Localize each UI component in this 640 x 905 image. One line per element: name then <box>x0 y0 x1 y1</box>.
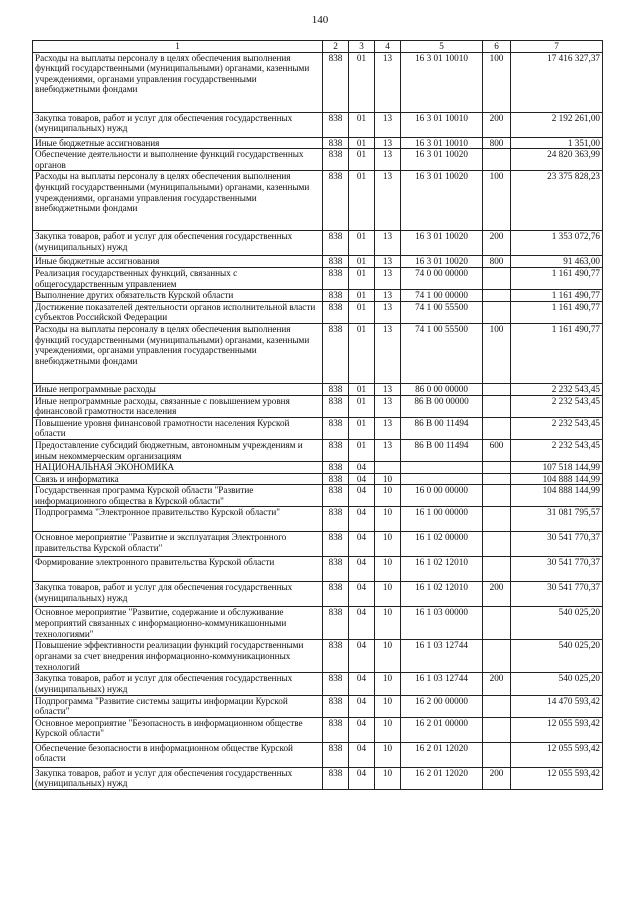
cell-amount: 30 541 770,37 <box>511 557 603 582</box>
row-name: Расходы на выплаты персоналу в целях обеспечения выполнения функций государственными (муниципальными) органами, казенными учреждениями, органами управления государственными внебюджетными фондами <box>33 323 323 383</box>
cell-grbs: 838 <box>323 112 349 137</box>
cell-expense-type: 200 <box>483 231 511 256</box>
table-row <box>33 395 603 417</box>
cell-target-article: 16 3 01 10010 <box>401 112 483 137</box>
cell-expense-type: 100 <box>483 52 511 112</box>
cell-amount: 30 541 770,37 <box>511 532 603 557</box>
cell-section: 04 <box>349 742 375 767</box>
table-row <box>33 717 603 742</box>
cell-amount: 1 161 490,77 <box>511 267 603 289</box>
cell-expense-type: 200 <box>483 767 511 789</box>
cell-amount: 2 232 543,45 <box>511 417 603 439</box>
cell-subsection: 10 <box>375 607 401 640</box>
row-name: Закупка товаров, работ и услуг для обеспечения государственных (муниципальных) нужд <box>33 582 323 607</box>
cell-target-article: 16 3 01 10010 <box>401 52 483 112</box>
cell-grbs: 838 <box>323 607 349 640</box>
cell-expense-type <box>483 695 511 717</box>
cell-section: 01 <box>349 231 375 256</box>
cell-amount: 104 888 144,99 <box>511 473 603 485</box>
cell-amount: 2 232 543,45 <box>511 439 603 461</box>
cell-grbs: 838 <box>323 290 349 302</box>
cell-amount: 107 518 144,99 <box>511 462 603 474</box>
cell-section: 04 <box>349 767 375 789</box>
cell-subsection: 10 <box>375 473 401 485</box>
table-row <box>33 52 603 112</box>
cell-subsection: 10 <box>375 717 401 742</box>
cell-target-article: 74 0 00 00000 <box>401 267 483 289</box>
table-row <box>33 532 603 557</box>
table-row <box>33 137 603 149</box>
cell-subsection: 10 <box>375 695 401 717</box>
cell-subsection: 10 <box>375 582 401 607</box>
cell-amount: 2 232 543,45 <box>511 395 603 417</box>
cell-target-article: 16 2 00 00000 <box>401 695 483 717</box>
table-row <box>33 557 603 582</box>
cell-grbs: 838 <box>323 532 349 557</box>
row-name: Расходы на выплаты персоналу в целях обеспечения выполнения функций государственными (муниципальными) органами, казенными учреждениями, органами управления государственными внебюджетными фондами <box>33 171 323 231</box>
cell-subsection: 13 <box>375 231 401 256</box>
row-name: Основное мероприятие "Безопасность в информационном обществе Курской области" <box>33 717 323 742</box>
cell-amount: 12 055 593,42 <box>511 717 603 742</box>
cell-expense-type: 200 <box>483 673 511 695</box>
cell-amount: 30 541 770,37 <box>511 582 603 607</box>
cell-amount: 2 192 261,00 <box>511 112 603 137</box>
cell-section: 01 <box>349 323 375 383</box>
cell-target-article: 16 1 03 12744 <box>401 673 483 695</box>
cell-section: 01 <box>349 267 375 289</box>
column-header: 7 <box>511 41 603 53</box>
cell-section: 04 <box>349 582 375 607</box>
row-name: Иные бюджетные ассигнования <box>33 137 323 149</box>
row-name: Предоставление субсидий бюджетным, автономным учреждениям и иным некоммерческим организациям <box>33 439 323 461</box>
cell-subsection: 10 <box>375 557 401 582</box>
cell-section: 04 <box>349 507 375 532</box>
cell-subsection: 13 <box>375 301 401 323</box>
cell-section: 01 <box>349 290 375 302</box>
row-name: Закупка товаров, работ и услуг для обеспечения государственных (муниципальных) нужд <box>33 112 323 137</box>
cell-grbs: 838 <box>323 473 349 485</box>
cell-expense-type <box>483 383 511 395</box>
table-row <box>33 290 603 302</box>
cell-grbs: 838 <box>323 439 349 461</box>
table-row <box>33 267 603 289</box>
cell-target-article: 16 3 01 10010 <box>401 137 483 149</box>
cell-grbs: 838 <box>323 717 349 742</box>
row-name: Закупка товаров, работ и услуг для обеспечения государственных (муниципальных) нужд <box>33 767 323 789</box>
row-name: Подпрограмма "Электронное правительство Курской области" <box>33 507 323 532</box>
table-row <box>33 149 603 171</box>
table-row <box>33 742 603 767</box>
cell-amount: 1 161 490,77 <box>511 301 603 323</box>
table-row <box>33 582 603 607</box>
cell-section: 04 <box>349 717 375 742</box>
cell-grbs: 838 <box>323 149 349 171</box>
cell-section: 04 <box>349 673 375 695</box>
cell-expense-type <box>483 717 511 742</box>
cell-target-article: 74 1 00 55500 <box>401 323 483 383</box>
cell-grbs: 838 <box>323 767 349 789</box>
cell-expense-type <box>483 557 511 582</box>
cell-section: 04 <box>349 695 375 717</box>
cell-target-article: 16 1 02 00000 <box>401 532 483 557</box>
row-name: Основное мероприятие "Развитие и эксплуатация Электронного правительства Курской области" <box>33 532 323 557</box>
cell-target-article: 86 В 00 11494 <box>401 417 483 439</box>
cell-target-article: 16 1 02 12010 <box>401 557 483 582</box>
cell-grbs: 838 <box>323 462 349 474</box>
cell-target-article: 16 3 01 10020 <box>401 231 483 256</box>
cell-subsection: 13 <box>375 290 401 302</box>
cell-section: 01 <box>349 383 375 395</box>
cell-expense-type <box>483 462 511 474</box>
cell-target-article: 86 В 00 11494 <box>401 439 483 461</box>
cell-target-article: 16 2 01 12020 <box>401 767 483 789</box>
cell-amount: 1 353 072,76 <box>511 231 603 256</box>
cell-grbs: 838 <box>323 485 349 507</box>
row-name: Иные непрограммные расходы, связанные с повышением уровня финансовой грамотности населения <box>33 395 323 417</box>
cell-grbs: 838 <box>323 256 349 268</box>
cell-target-article: 86 В 00 00000 <box>401 395 483 417</box>
cell-target-article: 16 1 03 12744 <box>401 640 483 673</box>
cell-grbs: 838 <box>323 507 349 532</box>
cell-target-article: 86 0 00 00000 <box>401 383 483 395</box>
cell-target-article <box>401 462 483 474</box>
cell-subsection <box>375 462 401 474</box>
cell-amount: 540 025,20 <box>511 607 603 640</box>
cell-amount: 31 081 795,57 <box>511 507 603 532</box>
cell-grbs: 838 <box>323 383 349 395</box>
cell-target-article: 74 1 00 00000 <box>401 290 483 302</box>
cell-subsection: 13 <box>375 112 401 137</box>
table-row <box>33 473 603 485</box>
row-name: Достижение показателей деятельности органов исполнительной власти субъектов Российской Федерации <box>33 301 323 323</box>
cell-section: 04 <box>349 607 375 640</box>
column-header: 5 <box>401 41 483 53</box>
cell-expense-type <box>483 473 511 485</box>
cell-grbs: 838 <box>323 323 349 383</box>
cell-section: 01 <box>349 137 375 149</box>
table-header-row <box>33 41 603 53</box>
row-name: Связь и информатика <box>33 473 323 485</box>
cell-amount: 12 055 593,42 <box>511 767 603 789</box>
cell-target-article: 16 2 01 12020 <box>401 742 483 767</box>
cell-target-article: 16 0 00 00000 <box>401 485 483 507</box>
row-name: Обеспечение безопасности в информационном обществе Курской области <box>33 742 323 767</box>
cell-amount: 1 351,00 <box>511 137 603 149</box>
row-name: Повышение эффективности реализации функций государственными органами за счет внедрения информационно-коммуникационных технологий <box>33 640 323 673</box>
cell-subsection: 10 <box>375 532 401 557</box>
cell-subsection: 10 <box>375 742 401 767</box>
cell-subsection: 13 <box>375 52 401 112</box>
cell-subsection: 13 <box>375 439 401 461</box>
cell-grbs: 838 <box>323 137 349 149</box>
cell-section: 01 <box>349 301 375 323</box>
cell-expense-type <box>483 532 511 557</box>
cell-amount: 12 055 593,42 <box>511 742 603 767</box>
table-row <box>33 673 603 695</box>
cell-expense-type <box>483 301 511 323</box>
cell-subsection: 10 <box>375 640 401 673</box>
cell-subsection: 13 <box>375 323 401 383</box>
cell-expense-type <box>483 485 511 507</box>
cell-expense-type <box>483 267 511 289</box>
cell-grbs: 838 <box>323 267 349 289</box>
cell-section: 01 <box>349 417 375 439</box>
row-name: Основное мероприятие "Развитие, содержание и обслуживание мероприятий связанных с информационно-коммуникашонными технологиями" <box>33 607 323 640</box>
table-row <box>33 607 603 640</box>
cell-target-article: 16 3 01 10020 <box>401 149 483 171</box>
cell-amount: 24 820 363,99 <box>511 149 603 171</box>
cell-section: 04 <box>349 473 375 485</box>
page-number: 140 <box>311 14 329 26</box>
cell-grbs: 838 <box>323 640 349 673</box>
cell-expense-type: 800 <box>483 137 511 149</box>
cell-expense-type <box>483 607 511 640</box>
cell-subsection: 13 <box>375 395 401 417</box>
column-header: 6 <box>483 41 511 53</box>
cell-target-article: 16 1 02 12010 <box>401 582 483 607</box>
cell-expense-type: 200 <box>483 582 511 607</box>
cell-expense-type <box>483 417 511 439</box>
column-header: 3 <box>349 41 375 53</box>
cell-target-article: 16 3 01 10020 <box>401 171 483 231</box>
table-row <box>33 301 603 323</box>
table-row <box>33 507 603 532</box>
row-name: Реализация государственных функций, связанных с общегосударственным управлением <box>33 267 323 289</box>
cell-target-article: 16 2 01 00000 <box>401 717 483 742</box>
cell-subsection: 13 <box>375 171 401 231</box>
cell-subsection: 13 <box>375 267 401 289</box>
cell-section: 04 <box>349 640 375 673</box>
cell-target-article: 16 1 00 00000 <box>401 507 483 532</box>
cell-grbs: 838 <box>323 582 349 607</box>
cell-section: 01 <box>349 112 375 137</box>
row-name: Закупка товаров, работ и услуг для обеспечения государственных (муниципальных) нужд <box>33 673 323 695</box>
cell-section: 01 <box>349 395 375 417</box>
table-row <box>33 383 603 395</box>
row-name: Иные непрограммные расходы <box>33 383 323 395</box>
cell-grbs: 838 <box>323 742 349 767</box>
cell-section: 01 <box>349 256 375 268</box>
cell-amount: 91 463,00 <box>511 256 603 268</box>
cell-subsection: 13 <box>375 383 401 395</box>
cell-subsection: 10 <box>375 673 401 695</box>
cell-section: 01 <box>349 149 375 171</box>
cell-grbs: 838 <box>323 171 349 231</box>
cell-target-article: 16 3 01 10020 <box>401 256 483 268</box>
cell-amount: 23 375 828,23 <box>511 171 603 231</box>
cell-amount: 1 161 490,77 <box>511 323 603 383</box>
cell-expense-type: 100 <box>483 323 511 383</box>
cell-amount: 14 470 593,42 <box>511 695 603 717</box>
cell-grbs: 838 <box>323 673 349 695</box>
row-name: Иные бюджетные ассигнования <box>33 256 323 268</box>
table-row <box>33 767 603 789</box>
row-name: НАЦИОНАЛЬНАЯ ЭКОНОМИКА <box>33 462 323 474</box>
cell-amount: 17 416 327,37 <box>511 52 603 112</box>
cell-grbs: 838 <box>323 417 349 439</box>
cell-subsection: 13 <box>375 256 401 268</box>
table-row <box>33 171 603 231</box>
cell-amount: 104 888 144,99 <box>511 485 603 507</box>
cell-subsection: 10 <box>375 485 401 507</box>
cell-expense-type <box>483 149 511 171</box>
cell-expense-type <box>483 290 511 302</box>
row-name: Выполнение других обязательств Курской области <box>33 290 323 302</box>
cell-subsection: 13 <box>375 417 401 439</box>
cell-section: 04 <box>349 462 375 474</box>
row-name: Государственная программа Курской области "Развитие информационного общества в Курской области" <box>33 485 323 507</box>
cell-subsection: 13 <box>375 137 401 149</box>
cell-subsection: 13 <box>375 149 401 171</box>
row-name: Расходы на выплаты персоналу в целях обеспечения выполнения функций государственными (муниципальными) органами, казенными учреждениями, органами управления государственными внебюджетными фондами <box>33 52 323 112</box>
table-row <box>33 439 603 461</box>
cell-section: 01 <box>349 171 375 231</box>
table-row <box>33 640 603 673</box>
cell-grbs: 838 <box>323 301 349 323</box>
table-row <box>33 112 603 137</box>
row-name: Формирование электронного правительства Курской области <box>33 557 323 582</box>
cell-expense-type <box>483 640 511 673</box>
table-row <box>33 485 603 507</box>
table-row <box>33 231 603 256</box>
row-name: Закупка товаров, работ и услуг для обеспечения государственных (муниципальных) нужд <box>33 231 323 256</box>
column-header: 4 <box>375 41 401 53</box>
table-row <box>33 323 603 383</box>
cell-grbs: 838 <box>323 52 349 112</box>
cell-section: 04 <box>349 557 375 582</box>
cell-expense-type: 100 <box>483 171 511 231</box>
cell-expense-type: 200 <box>483 112 511 137</box>
cell-amount: 540 025,20 <box>511 673 603 695</box>
cell-target-article <box>401 473 483 485</box>
column-header: 2 <box>323 41 349 53</box>
cell-target-article: 74 1 00 55500 <box>401 301 483 323</box>
cell-section: 04 <box>349 532 375 557</box>
table-row <box>33 417 603 439</box>
cell-expense-type: 600 <box>483 439 511 461</box>
cell-amount: 2 232 543,45 <box>511 383 603 395</box>
budget-table <box>32 40 603 790</box>
cell-subsection: 10 <box>375 767 401 789</box>
table-row <box>33 256 603 268</box>
cell-amount: 1 161 490,77 <box>511 290 603 302</box>
cell-section: 01 <box>349 439 375 461</box>
table-row <box>33 462 603 474</box>
cell-subsection: 10 <box>375 507 401 532</box>
cell-section: 04 <box>349 485 375 507</box>
cell-amount: 540 025,20 <box>511 640 603 673</box>
cell-expense-type <box>483 507 511 532</box>
cell-grbs: 838 <box>323 231 349 256</box>
column-header: 1 <box>33 41 323 53</box>
row-name: Обеспечение деятельности и выполнение функций государственных органов <box>33 149 323 171</box>
row-name: Подпрограмма "Развитие системы защиты информации Курской области" <box>33 695 323 717</box>
cell-grbs: 838 <box>323 395 349 417</box>
row-name: Повышение уровня финансовой грамотности населения Курской области <box>33 417 323 439</box>
cell-target-article: 16 1 03 00000 <box>401 607 483 640</box>
cell-expense-type <box>483 742 511 767</box>
table-row <box>33 695 603 717</box>
cell-expense-type: 800 <box>483 256 511 268</box>
cell-section: 01 <box>349 52 375 112</box>
cell-grbs: 838 <box>323 695 349 717</box>
cell-expense-type <box>483 395 511 417</box>
cell-grbs: 838 <box>323 557 349 582</box>
